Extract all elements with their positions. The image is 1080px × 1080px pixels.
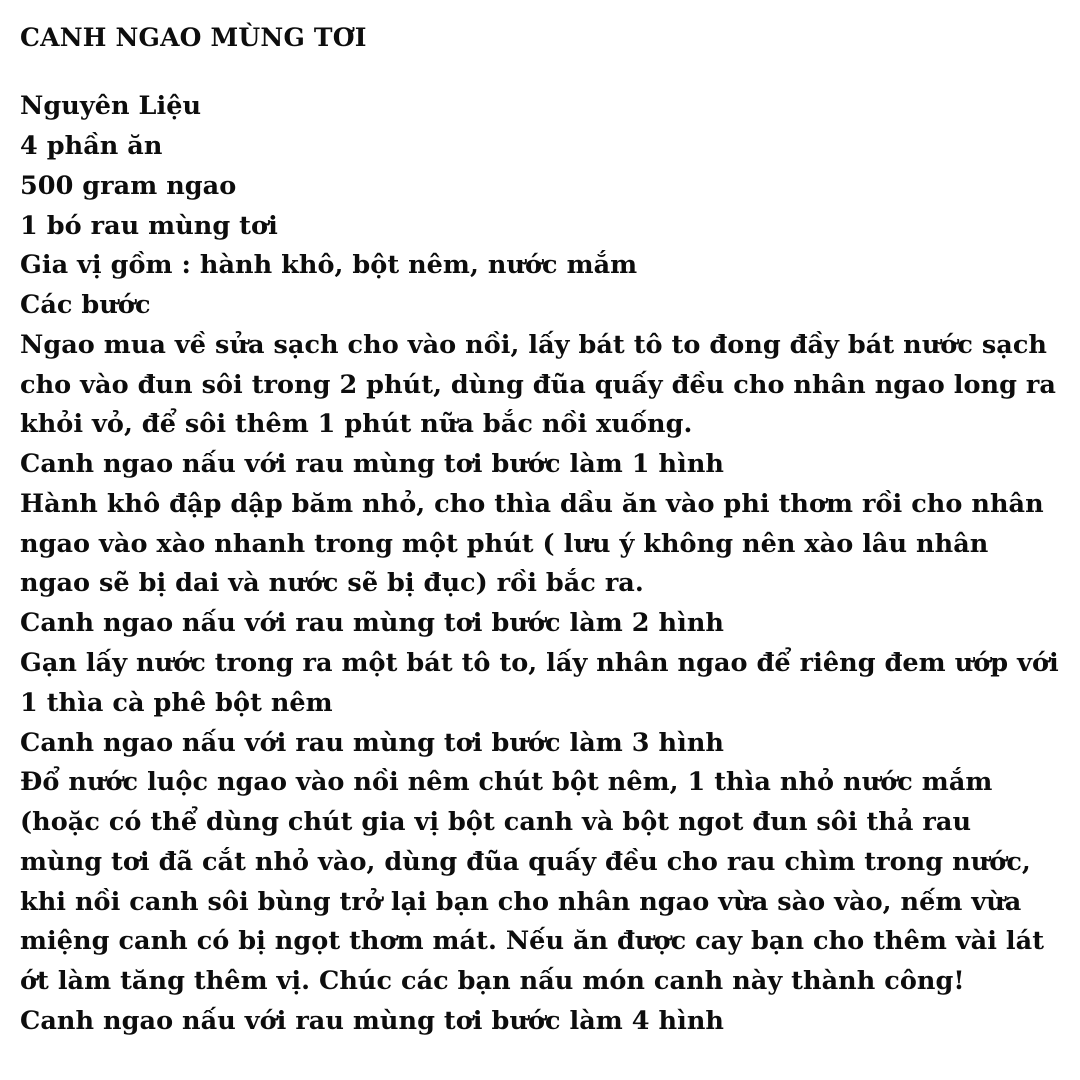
steps-heading: Các bước — [20, 290, 151, 321]
step-text: Ngao mua về sửa sạch cho vào nồi, lấy bát tô to đong đầy bát nước sạch cho vào đun sôi trong 2 phút, dùng đũa quấy đều cho nhân ngao long ra khỏi vỏ, để sôi thêm 1 phút nữa bắc nồi xuống. — [20, 329, 1056, 440]
ingredient-item: 4 phần ăn — [20, 131, 163, 162]
ingredients-section — [20, 87, 1062, 286]
step-caption: Canh ngao nấu với rau mùng tơi bước làm 2 hình — [20, 608, 724, 639]
step-text: Gạn lấy nước trong ra một bát tô to, lấy nhân ngao để riêng đem ướp với 1 thìa cà phê bột nêm — [20, 647, 1059, 718]
step-text: Hành khô đập dập băm nhỏ, cho thìa dầu ăn vào phi thơm rồi cho nhân ngao vào xào nhanh trong một phút ( lưu ý không nên xào lâu nhân ngao sẽ bị dai và nước sẽ bị đục) rồi bắc ra. — [20, 488, 1044, 599]
step-caption: Canh ngao nấu với rau mùng tơi bước làm 4 hình — [20, 1005, 724, 1036]
ingredient-item: 1 bó rau mùng tơi — [20, 210, 278, 241]
page-title: CANH NGAO MÙNG TƠI — [20, 23, 367, 52]
step-caption: Canh ngao nấu với rau mùng tơi bước làm 3 hình — [20, 727, 724, 758]
steps-section — [20, 286, 1062, 1042]
step-caption: Canh ngao nấu với rau mùng tơi bước làm 1 hình — [20, 449, 724, 480]
ingredient-item: Gia vị gồm : hành khô, bột nêm, nước mắm — [20, 250, 638, 281]
ingredient-item: 500 gram ngao — [20, 170, 237, 201]
ingredients-heading: Nguyên Liệu — [20, 91, 202, 122]
step-text: Đổ nước luộc ngao vào nồi nêm chút bột nêm, 1 thìa nhỏ nước mắm (hoặc có thể dùng chút gia vị bột canh và bột ngot đun sôi thả rau mùng tơi đã cắt nhỏ vào, dùng đũa quấy đều cho rau chìm trong nước, khi nồi canh sôi bùng trở lại bạn cho nhân ngao vừa sào vào, nếm vừa miệng canh có bị ngọt thơm mát. Nếu ăn được cay bạn cho thêm vài lát ớt làm tăng thêm vị. Chúc các bạn nấu món canh này thành công! — [20, 767, 1045, 997]
